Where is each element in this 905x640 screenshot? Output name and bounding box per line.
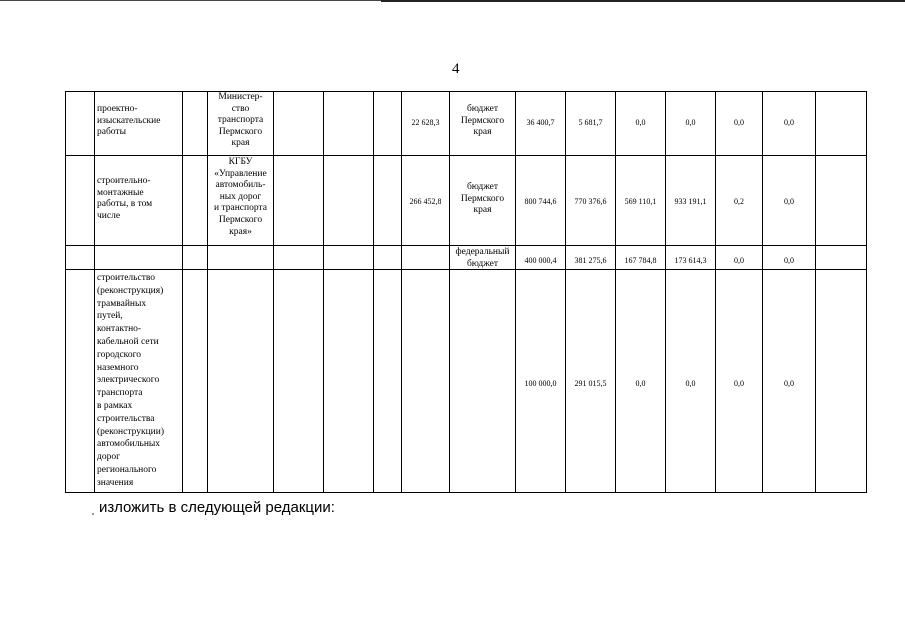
row-2-y6: 0,0 [784, 197, 794, 206]
grid-line [401, 91, 402, 492]
row-4-y2: 291 015,5 [574, 379, 607, 388]
row-1-source: бюджет Пермского края [460, 104, 505, 138]
grid-line [715, 91, 716, 492]
grid-line [565, 91, 566, 492]
grid-line [65, 492, 867, 493]
row-3-y4: 173 614,3 [674, 256, 707, 265]
row-4-y1: 100 000,0 [524, 379, 557, 388]
row-1-y5: 0,0 [734, 118, 744, 127]
scan-edge-shadow [381, 0, 905, 2]
grid-line [65, 91, 66, 492]
grid-line [866, 91, 867, 492]
row-2-y4: 933 191,1 [674, 197, 707, 206]
row-2-y3: 569 110,1 [624, 197, 657, 206]
grid-line [323, 91, 324, 492]
grid-line [762, 91, 763, 492]
grid-line [94, 91, 95, 492]
row-4-y3: 0,0 [635, 379, 646, 388]
row-4-y6: 0,0 [784, 379, 794, 388]
grid-line [449, 91, 450, 492]
grid-line [615, 91, 616, 492]
row-1-y1: 36 400,7 [526, 118, 555, 127]
row-3-y6: 0,0 [784, 256, 794, 265]
grid-line [665, 91, 666, 492]
row-1-y2: 5 681,7 [578, 118, 603, 127]
row-3-source: федеральный бюджет [455, 247, 510, 269]
footer-instruction: изложить в следующей редакции: [99, 499, 335, 516]
row-4-name: строительство (реконструкция) трамвайных путей, контактно- кабельной сети городского наземного электрического транспорта в рамках строительства (реконструкции) автомобильных дорог регионального значения [97, 273, 164, 488]
row-3-y1: 400 000,4 [524, 256, 557, 265]
page-number: 4 [452, 61, 460, 77]
grid-line [815, 91, 816, 492]
row-4-y5: 0,0 [734, 379, 744, 388]
scan-speck [92, 513, 94, 515]
row-2-total: 266 452,8 [409, 197, 442, 206]
row-2-source: бюджет Пермского края [460, 182, 505, 216]
row-3-y2: 381 275,6 [574, 256, 607, 265]
row-1-y3: 0,0 [635, 118, 646, 127]
grid-line [515, 91, 516, 492]
grid-line [65, 91, 867, 92]
row-1-name: проектно- изыскательские работы [97, 104, 161, 138]
row-1-executor: Министер- ство транспорта Пермского края [217, 92, 264, 149]
row-2-executor: КГБУ «Управление автомобиль- ных дорог и транспорта Пермского края» [214, 157, 267, 237]
grid-line [65, 155, 867, 156]
row-2-y5: 0,2 [734, 197, 744, 206]
row-1-y4: 0,0 [685, 118, 696, 127]
row-2-y2: 770 376,6 [574, 197, 607, 206]
grid-line [207, 91, 208, 492]
grid-line [273, 91, 274, 492]
row-1-total: 22 628,3 [411, 118, 440, 127]
row-2-name: строительно- монтажные работы, в том числе [97, 176, 153, 221]
row-3-y3: 167 784,8 [624, 256, 657, 265]
row-4-y4: 0,0 [685, 379, 696, 388]
row-3-y5: 0,0 [734, 256, 744, 265]
grid-line [65, 245, 867, 246]
grid-line [373, 91, 374, 492]
row-1-y6: 0,0 [784, 118, 794, 127]
row-2-y1: 800 744,6 [524, 197, 557, 206]
